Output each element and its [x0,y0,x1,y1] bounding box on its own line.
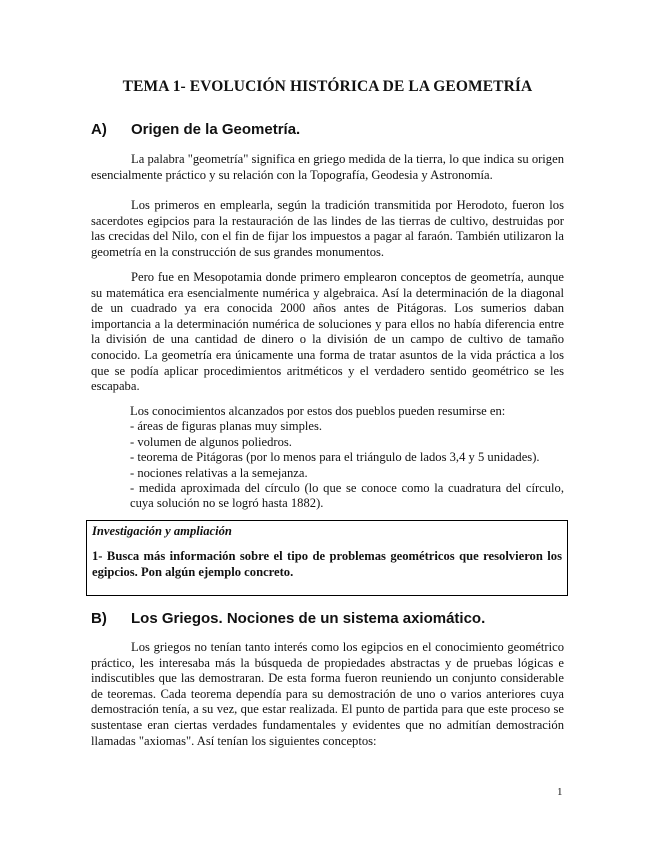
document-title: TEMA 1- EVOLUCIÓN HISTÓRICA DE LA GEOMETRÍA [122,78,533,95]
section-title: Origen de la Geometría. [131,121,301,138]
page-number: 1 [557,786,563,798]
list-item: - teorema de Pitágoras (por lo menos para el triángulo de lados 3,4 y 5 unidades). [130,450,540,465]
paragraph: La palabra "geometría" significa en griego medida de la tierra, lo que indica su origen esencialmente práctico y su relación con la Topografía, Geodesia y Astronomía. [91,152,564,182]
list-intro: Los conocimientos alcanzados por estos dos pueblos pueden resumirse en: [130,404,506,418]
section-heading-b [91,610,485,627]
section-letter: A) [91,121,107,138]
section-title: Los Griegos. Nociones de un sistema axiomático. [131,610,486,627]
list-item: - medida aproximada del círculo (lo que se conoce como la cuadratura del círculo, cuya solución no se logró hasta 1882). [130,481,564,511]
paragraph: Los griegos no tenían tanto interés como los egipcios en el conocimiento geométrico práctico, les interesaba más la búsqueda de propiedades abstractas y de pruebas lógicas e indiscutibles que las demostraran. De esta forma fueron reuniendo un conjunto considerable de teoremas. Cada teorema dependía para su demostración de uno o varios anteriores cuya demostración tenía, a su vez, que estar realizada. El punto de partida para que este proceso se sustentase eran ciertas verdades fundamentales y evidentes que no admitían demostración llamadas "axiomas". Así tenían los siguientes conceptos: [91,640,564,748]
list-item: - nociones relativas a la semejanza. [130,465,308,480]
section-heading-a [91,121,300,138]
research-box-text: 1- Busca más información sobre el tipo de problemas geométricos que resolvieron los egipcios. Pon algún ejemplo concreto. [92,549,562,579]
paragraph: Pero fue en Mesopotamia donde primero emplearon conceptos de geometría, aunque su matemática era esencialmente numérica y algebraica. Así la determinación de la diagonal de un cuadrado ya era conocida 2000 años antes de Pitágoras. Los sumerios daban importancia a la determinación numérica de soluciones y para ellos no había diferencia entre la división de una cantidad de dinero o la división de un campo de cultivo de tamaño conocido. La geometría era únicamente una forma de tratar asuntos de la vida práctica a los que se podía aplicar procedimientos aritméticos y el verdadero sentido geométrico se les escapaba. [91,270,564,394]
section-letter: B) [91,610,107,627]
paragraph: Los primeros en emplearla, según la tradición transmitida por Herodoto, fueron los sacerdotes egipcios para la restauración de las lindes de las tierras de cultivo, destruidas por las crecidas del Nilo, con el fin de fijar los impuestos a pagar al faraón. También utilizaron la geometría en la construcción de sus grandes monumentos. [91,198,564,259]
knowledge-list [130,404,564,512]
list-item: - volumen de algunos poliedros. [130,434,292,449]
research-box [86,520,568,596]
research-box-title: Investigación y ampliación [92,524,232,538]
list-item: - áreas de figuras planas muy simples. [130,419,322,434]
